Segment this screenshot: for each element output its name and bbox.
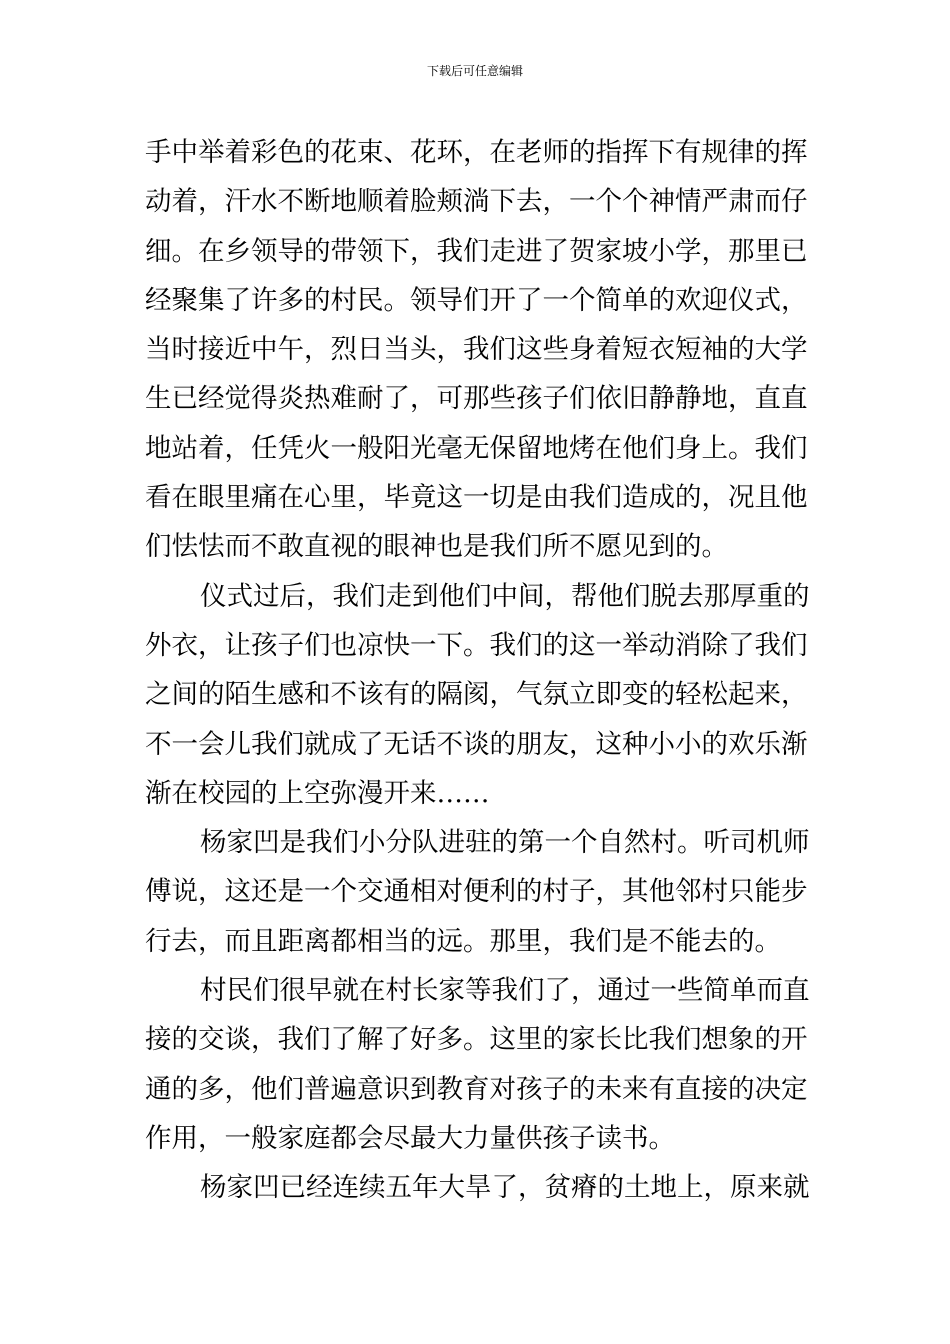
text-line: 当时接近中午，烈日当头，我们这些身着短衣短袖的大学 bbox=[145, 334, 808, 366]
text-line: 外衣，让孩子们也凉快一下。我们的这一举动消除了我们 bbox=[145, 629, 808, 661]
paragraph-start-line: 村民们很早就在村长家等我们了，通过一些简单而直 bbox=[200, 975, 810, 1007]
text-line: 傅说，这还是一个交通相对便利的村子，其他邻村只能步 bbox=[145, 876, 808, 908]
text-line: 动着，汗水不断地顺着脸颊淌下去，一个个神情严肃而仔 bbox=[145, 186, 808, 218]
text-line: 们怯怯而不敢直视的眼神也是我们所不愿见到的。 bbox=[145, 531, 728, 563]
text-line: 渐在校园的上空弥漫开来…… bbox=[145, 777, 490, 809]
paragraph-start-line: 仪式过后，我们走到他们中间，帮他们脱去那厚重的 bbox=[200, 580, 810, 612]
text-line: 细。在乡领导的带领下，我们走进了贺家坡小学，那里已 bbox=[145, 235, 808, 267]
text-line: 经聚集了许多的村民。领导们开了一个简单的欢迎仪式， bbox=[145, 284, 808, 316]
text-line: 通的多，他们普遍意识到教育对孩子的未来有直接的决定 bbox=[145, 1073, 808, 1105]
page-header: 下载后可任意编辑 bbox=[426, 64, 523, 78]
text-line: 接的交谈，我们了解了好多。这里的家长比我们想象的开 bbox=[145, 1024, 808, 1056]
text-line: 之间的陌生感和不该有的隔阂，气氛立即变的轻松起来， bbox=[145, 679, 808, 711]
text-line: 作用，一般家庭都会尽最大力量供孩子读书。 bbox=[145, 1122, 675, 1154]
text-line: 看在眼里痛在心里，毕竟这一切是由我们造成的，况且他 bbox=[145, 482, 808, 514]
text-line: 行去，而且距离都相当的远。那里，我们是不能去的。 bbox=[145, 925, 781, 957]
text-line: 生已经觉得炎热难耐了，可那些孩子们依旧静静地，直直 bbox=[145, 383, 808, 415]
text-line: 地站着，任凭火一般阳光毫无保留地烤在他们身上。我们 bbox=[145, 432, 808, 464]
text-line: 手中举着彩色的花束、花环，在老师的指挥下有规律的挥 bbox=[145, 137, 808, 168]
text-line: 不一会儿我们就成了无话不谈的朋友，这种小小的欢乐渐 bbox=[145, 728, 808, 760]
paragraph-start-line: 杨家凹已经连续五年大旱了，贫瘠的土地上，原来就 bbox=[200, 1172, 810, 1204]
document-body bbox=[145, 128, 810, 1213]
paragraph-start-line: 杨家凹是我们小分队进驻的第一个自然村。听司机师 bbox=[200, 827, 810, 859]
